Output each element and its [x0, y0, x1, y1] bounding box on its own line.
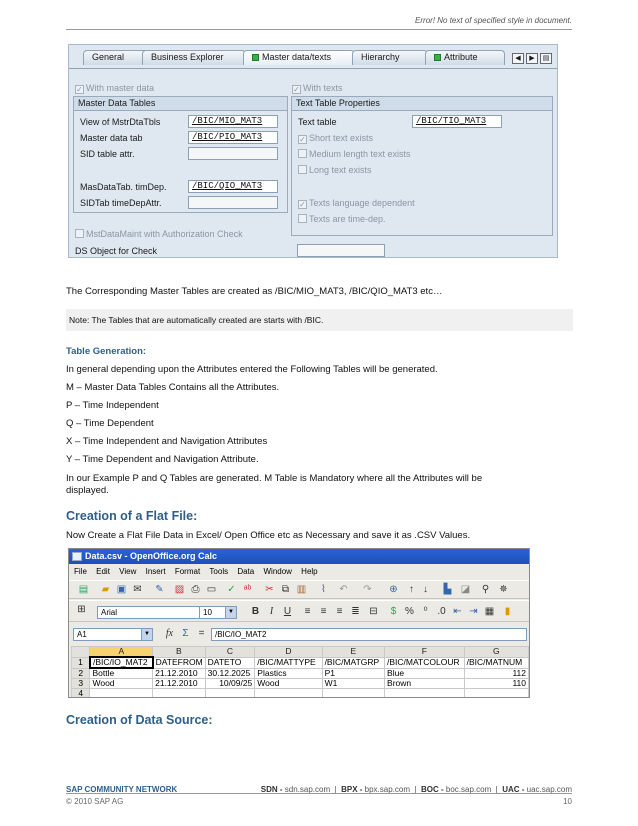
lang-dep-checkbox[interactable] — [298, 198, 415, 209]
example-text-line1: In our Example P and Q Tables are generated. M Table is Mandatory where all the Attributes will be — [66, 473, 483, 484]
tab-list-icon[interactable]: ▤ — [540, 53, 552, 64]
footer-network: SAP COMMUNITY NETWORK — [66, 785, 178, 794]
borders-icon[interactable]: ▦ — [484, 606, 495, 617]
font-size-combo[interactable] — [199, 606, 237, 619]
ds-object-label: DS Object for Check — [75, 246, 158, 256]
p-text: P – Time Independent — [66, 400, 159, 411]
tab-bar — [69, 48, 557, 66]
undo-icon[interactable]: ↶ — [339, 584, 348, 595]
tab-master-data-texts[interactable] — [243, 50, 355, 65]
header-note: Error! No text of specified style in document. — [415, 16, 572, 25]
calc-screenshot — [68, 548, 530, 698]
short-text-label: Short text exists — [309, 133, 374, 143]
menu-help[interactable]: Help — [301, 567, 318, 576]
text-table-properties-group — [291, 96, 553, 236]
menu-view[interactable]: View — [119, 567, 137, 576]
cell[interactable] — [153, 689, 206, 699]
status-green-icon — [434, 54, 441, 61]
table-row — [72, 657, 529, 668]
corresponding-text: The Corresponding Master Tables are created as /BIC/MIO_MAT3, /BIC/QIO_MAT3 etc… — [66, 286, 443, 297]
cell[interactable]: 112 — [464, 668, 528, 679]
column-header[interactable]: D — [255, 647, 322, 658]
mstr-auth-checkbox[interactable] — [75, 229, 243, 240]
cell[interactable]: Plastics — [255, 668, 322, 679]
tab-attribute-label: Attribute — [444, 52, 478, 62]
note-box: Note: The Tables that are automatically created are starts with /BIC. — [66, 309, 573, 331]
footer-bpx-label: BPX - — [341, 785, 363, 794]
name-box-value: A1 — [77, 630, 87, 639]
paste-icon[interactable]: ▥ — [296, 584, 307, 595]
corner-cell[interactable] — [72, 647, 90, 658]
y-text: Y – Time Dependent and Navigation Attribute. — [66, 454, 259, 465]
menu-window[interactable]: Window — [263, 567, 292, 576]
cell[interactable]: Wood — [255, 679, 322, 689]
cell[interactable]: 21.12.2010 — [153, 668, 206, 679]
cell[interactable]: Wood — [90, 679, 153, 689]
sort-descending-icon[interactable]: ↓ — [423, 584, 428, 595]
hyperlink-icon[interactable]: ⊕ — [389, 584, 398, 595]
calc-titlebar — [69, 549, 529, 564]
column-header[interactable]: G — [464, 647, 528, 658]
footer-bpx-link[interactable]: bpx.sap.com — [362, 785, 411, 794]
table-row — [72, 689, 529, 699]
menu-data[interactable]: Data — [237, 567, 255, 576]
checkbox-checked-icon: ✓ — [293, 85, 300, 94]
footer-boc-link[interactable]: boc.sap.com — [443, 785, 492, 794]
with-texts-checkbox[interactable] — [292, 83, 343, 94]
text-table-value: /BIC/TIO_MAT3 — [416, 116, 487, 126]
footer-sites: SDN - sdn.sap.com | BPX - bpx.sap.com | BOC - boc.sap.com | UAC - uac.sap.com — [260, 785, 572, 794]
number-format-icon[interactable]: ⁰ — [423, 606, 428, 617]
currency-icon[interactable]: $ — [390, 606, 397, 617]
email-icon[interactable]: ✉ — [133, 584, 142, 595]
text-table-field[interactable] — [412, 115, 502, 128]
tab-scroll-right-icon[interactable]: ▶ — [526, 53, 538, 64]
timedep-field[interactable] — [188, 180, 278, 193]
find-icon[interactable]: ⚲ — [481, 584, 490, 595]
chart-icon[interactable]: ▙ — [443, 584, 452, 595]
save-icon[interactable]: ▣ — [116, 584, 127, 595]
flat-file-text: Now Create a Flat File Data in Excel/ Open Office etc as Necessary and save it as .CSV Values. — [66, 530, 471, 541]
checkbox-empty-icon — [298, 149, 307, 158]
cut-icon[interactable]: ✂ — [265, 584, 274, 595]
checkbox-empty-icon — [75, 229, 84, 238]
with-master-data-label: With master data — [86, 83, 155, 93]
view-field[interactable] — [188, 115, 278, 128]
cell[interactable] — [255, 689, 322, 699]
spreadsheet-grid — [71, 646, 529, 698]
name-box[interactable] — [73, 628, 153, 641]
medium-text-checkbox[interactable] — [298, 149, 411, 160]
footer-uac-label: UAC - — [502, 785, 525, 794]
print-icon[interactable]: ⎙ — [191, 584, 200, 595]
redo-icon[interactable]: ↷ — [363, 584, 372, 595]
master-data-tab-field[interactable] — [188, 131, 278, 144]
cell[interactable] — [322, 689, 384, 699]
view-value: /BIC/MIO_MAT3 — [192, 116, 263, 126]
sort-ascending-icon[interactable]: ↑ — [409, 584, 414, 595]
data-source-heading: Creation of Data Source: — [66, 713, 213, 727]
footer-sdn-label: SDN - — [260, 785, 283, 794]
checkbox-checked-icon: ✓ — [299, 200, 306, 209]
percent-icon[interactable]: % — [405, 606, 414, 617]
sidtab-timedep-field[interactable] — [188, 196, 278, 209]
menu-format[interactable]: Format — [174, 567, 201, 576]
cell[interactable]: 21.12.2010 — [153, 679, 206, 689]
menu-insert[interactable]: Insert — [145, 567, 166, 576]
cell[interactable]: /BIC/MATGRP — [322, 657, 384, 668]
cell[interactable] — [205, 689, 255, 699]
footer-copyright: © 2010 SAP AG — [66, 797, 124, 806]
row-header[interactable]: 4 — [72, 689, 90, 699]
checkbox-empty-icon — [298, 214, 307, 223]
view-label: View of MstrDtaTbls — [80, 117, 161, 127]
lang-dep-label: Texts language dependent — [309, 198, 415, 208]
cell[interactable]: 110 — [464, 679, 528, 689]
checkbox-checked-icon: ✓ — [76, 85, 83, 94]
cell[interactable]: DATEFROM — [153, 657, 206, 668]
column-header[interactable]: B — [153, 647, 206, 658]
time-dep-label: Texts are time-dep. — [309, 214, 386, 224]
page-preview-icon[interactable]: ▭ — [206, 584, 217, 595]
medium-text-label: Medium length text exists — [309, 149, 411, 159]
checkbox-checked-icon: ✓ — [299, 135, 306, 144]
general-text: In general depending upon the Attributes entered the Following Tables will be generated. — [66, 364, 438, 375]
export-pdf-icon[interactable]: ▨ — [174, 584, 185, 595]
formula-value: /BIC/IO_MAT2 — [215, 630, 267, 639]
with-master-data-checkbox[interactable] — [75, 83, 154, 94]
tab-underline — [69, 68, 557, 69]
tab-scroll-left-icon[interactable]: ◀ — [512, 53, 524, 64]
function-wizard-icon[interactable]: fx — [165, 628, 174, 639]
bold-icon[interactable]: B — [251, 606, 260, 617]
long-text-label: Long text exists — [309, 165, 372, 175]
spellcheck-icon[interactable]: ✓ — [227, 584, 236, 595]
cell[interactable]: /BIC/MATNUM — [464, 657, 528, 668]
menu-edit[interactable]: Edit — [96, 567, 110, 576]
cell[interactable]: DATETO — [205, 657, 255, 668]
equals-icon[interactable]: = — [198, 628, 205, 639]
standard-toolbar — [69, 580, 529, 599]
tab-master-data-texts-label: Master data/texts — [262, 52, 332, 62]
checkbox-empty-icon — [298, 165, 307, 174]
text-table-properties-title: Text Table Properties — [292, 97, 552, 111]
tab-attribute[interactable] — [425, 50, 505, 65]
with-texts-label: With texts — [303, 83, 343, 93]
formatting-toolbar — [69, 600, 529, 622]
q-text: Q – Time Dependent — [66, 418, 154, 429]
open-folder-icon[interactable]: ▰ — [101, 584, 110, 595]
italic-icon[interactable]: I — [269, 606, 274, 617]
menu-tools[interactable]: Tools — [209, 567, 229, 576]
sum-icon[interactable]: Σ — [182, 628, 189, 639]
new-document-icon[interactable]: ▤ — [78, 584, 89, 595]
font-name-value: Arial — [101, 608, 118, 617]
timedep-label: MasDataTab. timDep. — [80, 182, 167, 192]
chevron-down-icon[interactable]: ▼ — [141, 629, 152, 640]
sid-table-field[interactable] — [188, 147, 278, 160]
cell[interactable]: /BIC/MATTYPE — [255, 657, 322, 668]
navigator-icon[interactable]: ✵ — [499, 584, 508, 595]
row-header[interactable]: 2 — [72, 668, 90, 679]
tab-hierarchy[interactable]: Hierarchy — [352, 50, 428, 65]
flat-file-heading: Creation of a Flat File: — [66, 509, 198, 523]
master-data-tab-value: /BIC/PIO_MAT3 — [192, 132, 263, 142]
header-divider — [66, 29, 572, 30]
text-table-label: Text table — [298, 117, 337, 127]
timedep-value: /BIC/QIO_MAT3 — [192, 181, 263, 191]
short-text-checkbox[interactable] — [298, 133, 373, 144]
column-header[interactable]: C — [205, 647, 255, 658]
mstr-auth-label: MstDataMaint with Authorization Check — [86, 229, 243, 239]
column-header[interactable]: E — [322, 647, 384, 658]
increase-indent-icon[interactable]: ⇥ — [469, 606, 478, 617]
cell[interactable]: Bottle — [90, 668, 153, 679]
formula-input[interactable] — [211, 628, 527, 641]
tab-business-explorer[interactable]: Business Explorer — [142, 50, 246, 65]
long-text-checkbox[interactable] — [298, 165, 372, 176]
footer-sdn-link[interactable]: sdn.sap.com — [282, 785, 331, 794]
sid-table-label: SID table attr. — [80, 149, 135, 159]
table-generation-heading: Table Generation: — [66, 346, 147, 357]
footer-boc-label: BOC - — [420, 785, 444, 794]
menu-file[interactable]: File — [74, 567, 87, 576]
font-size-value: 10 — [203, 608, 212, 617]
cell[interactable] — [90, 689, 153, 699]
ds-object-field[interactable] — [297, 244, 385, 257]
page-number: 10 — [563, 797, 572, 806]
row-header[interactable]: 3 — [72, 679, 90, 689]
autospell-icon[interactable]: ᵃᵇ — [243, 584, 252, 595]
calc-menubar — [69, 565, 529, 579]
table-row — [72, 679, 529, 689]
sidtab-timedep-label: SIDTab timeDepAttr. — [80, 198, 162, 208]
footer-divider — [66, 793, 572, 794]
column-header[interactable]: F — [385, 647, 465, 658]
column-header[interactable]: A — [90, 647, 153, 658]
cell[interactable]: Brown — [385, 679, 465, 689]
background-color-icon[interactable]: ▮ — [504, 606, 511, 617]
status-green-icon — [252, 54, 259, 61]
master-data-tables-title: Master Data Tables — [74, 97, 287, 111]
cell[interactable]: /BIC/MATCOLOUR — [385, 657, 465, 668]
align-center-icon[interactable]: ≡ — [320, 606, 327, 617]
cell[interactable]: W1 — [322, 679, 384, 689]
decrease-indent-icon[interactable]: ⇤ — [453, 606, 462, 617]
master-data-tables-group — [73, 96, 288, 213]
cell[interactable]: P1 — [322, 668, 384, 679]
edit-file-icon[interactable]: ✎ — [155, 584, 164, 595]
justify-icon[interactable]: ≣ — [351, 606, 360, 617]
cell[interactable] — [385, 689, 465, 699]
master-data-tab-label: Master data tab — [80, 133, 143, 143]
cell[interactable]: /BIC/IO_MAT2 — [90, 657, 153, 668]
example-text-line2: displayed. — [66, 485, 109, 496]
chevron-down-icon[interactable]: ▼ — [225, 607, 236, 618]
footer-uac-link[interactable]: uac.sap.com — [524, 785, 572, 794]
calc-title: Data.csv - OpenOffice.org Calc — [85, 551, 218, 561]
cell[interactable]: Blue — [385, 668, 465, 679]
cell[interactable] — [464, 689, 528, 699]
row-header[interactable]: 1 — [72, 657, 90, 668]
copy-icon[interactable]: ⧉ — [281, 584, 290, 595]
draw-functions-icon[interactable]: ◪ — [460, 584, 471, 595]
underline-icon[interactable]: U — [283, 606, 292, 617]
calc-app-icon — [72, 552, 82, 561]
merge-cells-icon[interactable]: ⊟ — [369, 606, 378, 617]
x-text: X – Time Independent and Navigation Attributes — [66, 436, 268, 447]
sap-infoobject-screenshot — [68, 44, 558, 258]
align-left-icon[interactable]: ≡ — [304, 606, 311, 617]
m-text: M – Master Data Tables Contains all the Attributes. — [66, 382, 280, 393]
align-right-icon[interactable]: ≡ — [336, 606, 343, 617]
table-row — [72, 668, 529, 679]
cell[interactable]: 10/09/25 — [205, 679, 255, 689]
formula-bar — [69, 626, 529, 643]
tab-general[interactable]: General — [83, 50, 149, 65]
time-dep-checkbox[interactable] — [298, 214, 386, 225]
format-paintbrush-icon[interactable]: ⌇ — [321, 584, 326, 595]
cell[interactable]: 30.12.2025 — [205, 668, 255, 679]
styles-icon[interactable]: ⊞ — [77, 604, 86, 615]
add-decimal-icon[interactable]: .0 — [437, 606, 446, 617]
column-header-row — [72, 647, 529, 658]
